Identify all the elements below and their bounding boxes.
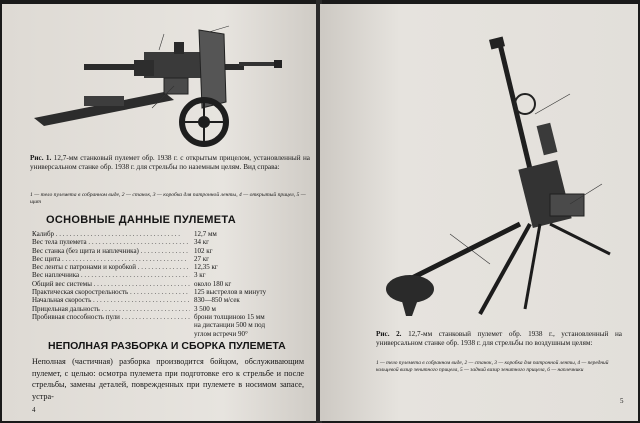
spec-label: Вес тела пулемета . . . (32, 238, 190, 246)
spec-row (32, 238, 304, 246)
spec-row (32, 255, 304, 263)
figure-2-caption (376, 330, 622, 348)
spec-continuation: на дистанции 500 м под (194, 321, 266, 330)
spec-label: Начальная скорость . . . (32, 296, 190, 304)
figure-2-machine-gun-anti-aircraft-mount (340, 24, 630, 324)
left-page (2, 4, 318, 421)
body-paragraph: Неполная (частичная) разборка производится бойцом, обслуживающим пулемет, с целью: осмотра пулемета при подготовке его к стрельбе и после стрельбы, замены деталей, поврежденных при пулемете в носимом запасе, устра- (32, 357, 304, 401)
spec-label: Практическая скорострельность . . . (32, 288, 190, 296)
spec-value: 3 кг (194, 271, 206, 280)
right-page (320, 4, 638, 421)
spec-value: 34 кг (194, 238, 210, 247)
spec-label: Вес щита . . . (32, 255, 190, 263)
spec-continuation: углом встречи 90° (194, 329, 248, 338)
spec-value: 27 кг (194, 254, 210, 263)
spec-label: Калибр . . . (32, 230, 190, 238)
figure-2-number: Рис. 2. (376, 330, 402, 338)
figure-2-legend: 1 — тело пулемета в собранном виде, 2 — станок, 3 — коробка для патронной ленты, 4 — передний кольцевой визир зенитного прицела, 5 — задний визир зенитного прицела, 6 — наплечники (376, 360, 609, 373)
spec-label: Вес наплечника . . . (32, 271, 190, 279)
figure-1-caption (30, 154, 310, 172)
figure-2-caption-text: 12,7-мм станковый пулемет обр. 1938 г., установленный на универсальном станке обр. 1938 г. для стрельбы по воздушным целям: (376, 330, 622, 347)
spec-label: Общий вес системы . . . (32, 280, 190, 288)
figure-1-legend: 1 — тело пулемета в собранном виде, 2 — станок, 3 — коробка для патронной ленты, 4 — открытый прицел, 5 — щит (30, 192, 306, 205)
spec-row (32, 305, 304, 313)
spec-row (32, 230, 304, 238)
spec-row (32, 296, 304, 304)
spec-row (32, 313, 304, 321)
spec-row (32, 271, 304, 279)
page-number-left: 4 (32, 406, 36, 414)
spec-label: Прицельная дальность . . . (32, 305, 190, 313)
spec-row (32, 247, 304, 255)
spec-label: Пробивная способность пули . . . (32, 313, 190, 321)
figure-1-machine-gun-ground-mount (24, 22, 294, 152)
figure-1-caption-text: 12,7-мм станковый пулемет обр. 1938 г. с открытым прицелом, установленный на универсальном станке обр. 1938 г. для стрельбы по наземным целям. Вид справа: (30, 154, 310, 171)
spec-label: Вес ленты с патронами и коробкой . . . (32, 263, 190, 271)
spec-value: 3 500 м (194, 304, 216, 313)
spec-value: 125 выстрелов в минуту (194, 288, 267, 297)
spec-value: 830—850 м/сек (194, 296, 240, 305)
spec-row (32, 263, 304, 271)
page-number-right: 5 (620, 397, 624, 405)
figure-1-number: Рис. 1. (30, 154, 52, 162)
specs-heading: ОСНОВНЫЕ ДАННЫЕ ПУЛЕМЕТА (46, 214, 236, 226)
spec-value: около 180 кг (194, 279, 232, 288)
spec-row (32, 280, 304, 288)
spec-value: 12,7 мм (194, 230, 217, 238)
spec-value: 102 кг (194, 246, 213, 255)
spec-row (32, 288, 304, 296)
spec-value: 12,35 кг (194, 263, 218, 272)
spec-label: Вес станка (без щита и наплечника) . . . (32, 247, 190, 255)
spec-value: брони толщиною 15 мм (194, 312, 265, 321)
specs-table (32, 230, 304, 338)
section-heading: НЕПОЛНАЯ РАЗБОРКА И СБОРКА ПУЛЕМЕТА (48, 340, 286, 352)
